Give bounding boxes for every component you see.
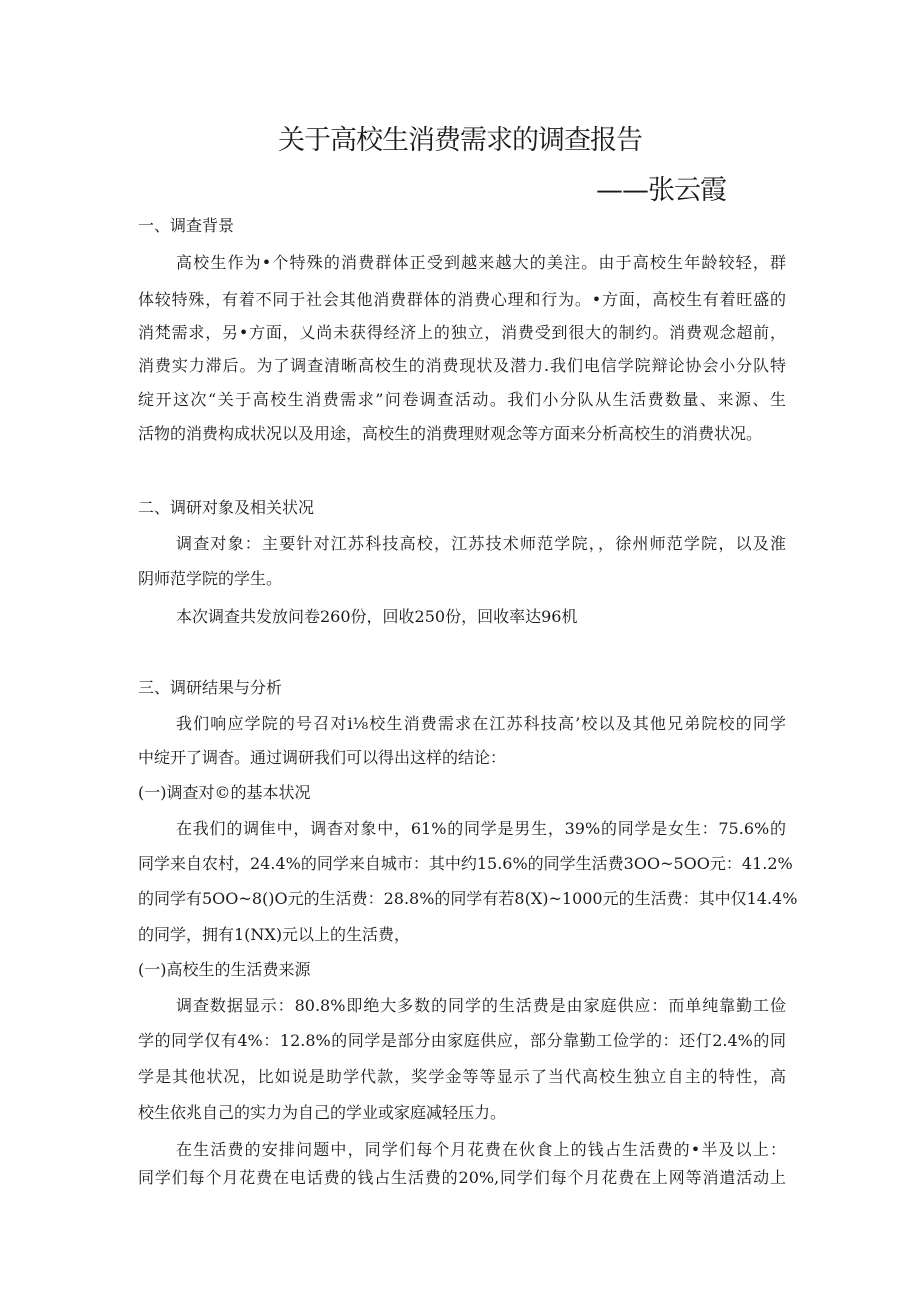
- subsection-heading-source: (一)高校生的生活费来源: [138, 960, 311, 979]
- paragraph-line: 的同学，拥有1(NX)元以上的生活费，: [138, 925, 411, 944]
- paragraph-line: 阴师范学院的学生。: [138, 569, 283, 588]
- document-title: 关于高校生消费需求的调查报告: [278, 125, 642, 156]
- paragraph-line: 活物的消费构成状况以及用途，高校生的消费理财观念等方面来分析高校生的消费状况。: [138, 424, 763, 443]
- paragraph-line: 调查数据显示：80.8%即绝大多数的同学的生活费是由家庭供应：而单纯靠勤工俭: [176, 996, 786, 1015]
- paragraph-line: 的同学有5OO~8()O元的生活费：28.8%的同学有若8(X)~1000元的生活费：其中仅14.4%: [138, 889, 798, 908]
- paragraph-line: 体较特殊，有着不同于社会其他消费群体的消费心理和行为。•方面，高校生有着旺盛的: [138, 290, 786, 309]
- paragraph-line: 我们响应学院的号召对i⅛校生消费需求在江苏科技高’校以及其他兄弟院校的同学: [176, 714, 786, 733]
- paragraph-line: 绽开这次“关于高校生消费需求”问卷调查活动。我们小分队从生活费数量、来源、生: [138, 390, 786, 409]
- paragraph-line: 消梵需求，另•方面，乂尚未获得经济上的独立，消费受到很大的制约。消费观念超前，: [138, 323, 786, 342]
- paragraph-line: 同学来自农村，24.4%的同学来自城市：其中约15.6%的同学生活费3OO~5OO元：41.2%: [138, 854, 793, 873]
- paragraph-line: 高校生作为•个特殊的消费群体正受到越来越大的美注。由于高校生年龄较轻，群: [176, 253, 786, 272]
- paragraph-line: 同学们每个月花费在电话费的钱占生活费的20%,同学们每个月花费在上网等消遣活动上: [138, 1168, 786, 1187]
- paragraph-line: 中绽开了调杳。通过调研我们可以得出这样的结论：: [138, 748, 507, 767]
- paragraph-line: 本次调查共发放问卷260份，回收250份，回收率达96机: [176, 607, 578, 626]
- paragraph-line: 调查对象：主要针对江苏科技高校，江苏技术师范学院，，徐州师范学院，以及淮: [176, 534, 786, 553]
- section-heading-background: 一、调查背景: [138, 216, 235, 235]
- paragraph-line: 学是其他状况，比如说是助学代款，奖学金等等显示了当代高校生独立自主的特性，高: [138, 1067, 786, 1086]
- subsection-heading-basic: (一)调查对©的基本状况: [138, 783, 311, 802]
- paragraph-line: 消费实力滞后。为了调查清晰高校生的消费现状及潜力.我们电信学院辩论协会小分队特: [138, 356, 786, 375]
- section-heading-subjects: 二、调研对象及相关状况: [138, 498, 315, 517]
- section-heading-results: 三、调研结果与分析: [138, 678, 283, 697]
- paragraph-line: 在生活费的安排问题中，同学们每个月花费在伙食上的钱占生活费的•半及以上：: [176, 1140, 786, 1159]
- paragraph-line: 学的同学仅有4%：12.8%的同学是部分由家庭供应，部分靠勤工俭学的：还仃2.4%的同: [138, 1031, 786, 1050]
- paragraph-line: 校生依兆自己的实力为自己的学业或家庭减轻压力。: [138, 1103, 507, 1122]
- paragraph-line: 在我们的调隹中，调杳对象中，61%的同学是男生，39%的同学是女生：75.6%的: [176, 819, 786, 838]
- document-author: ——张云霞: [596, 175, 726, 206]
